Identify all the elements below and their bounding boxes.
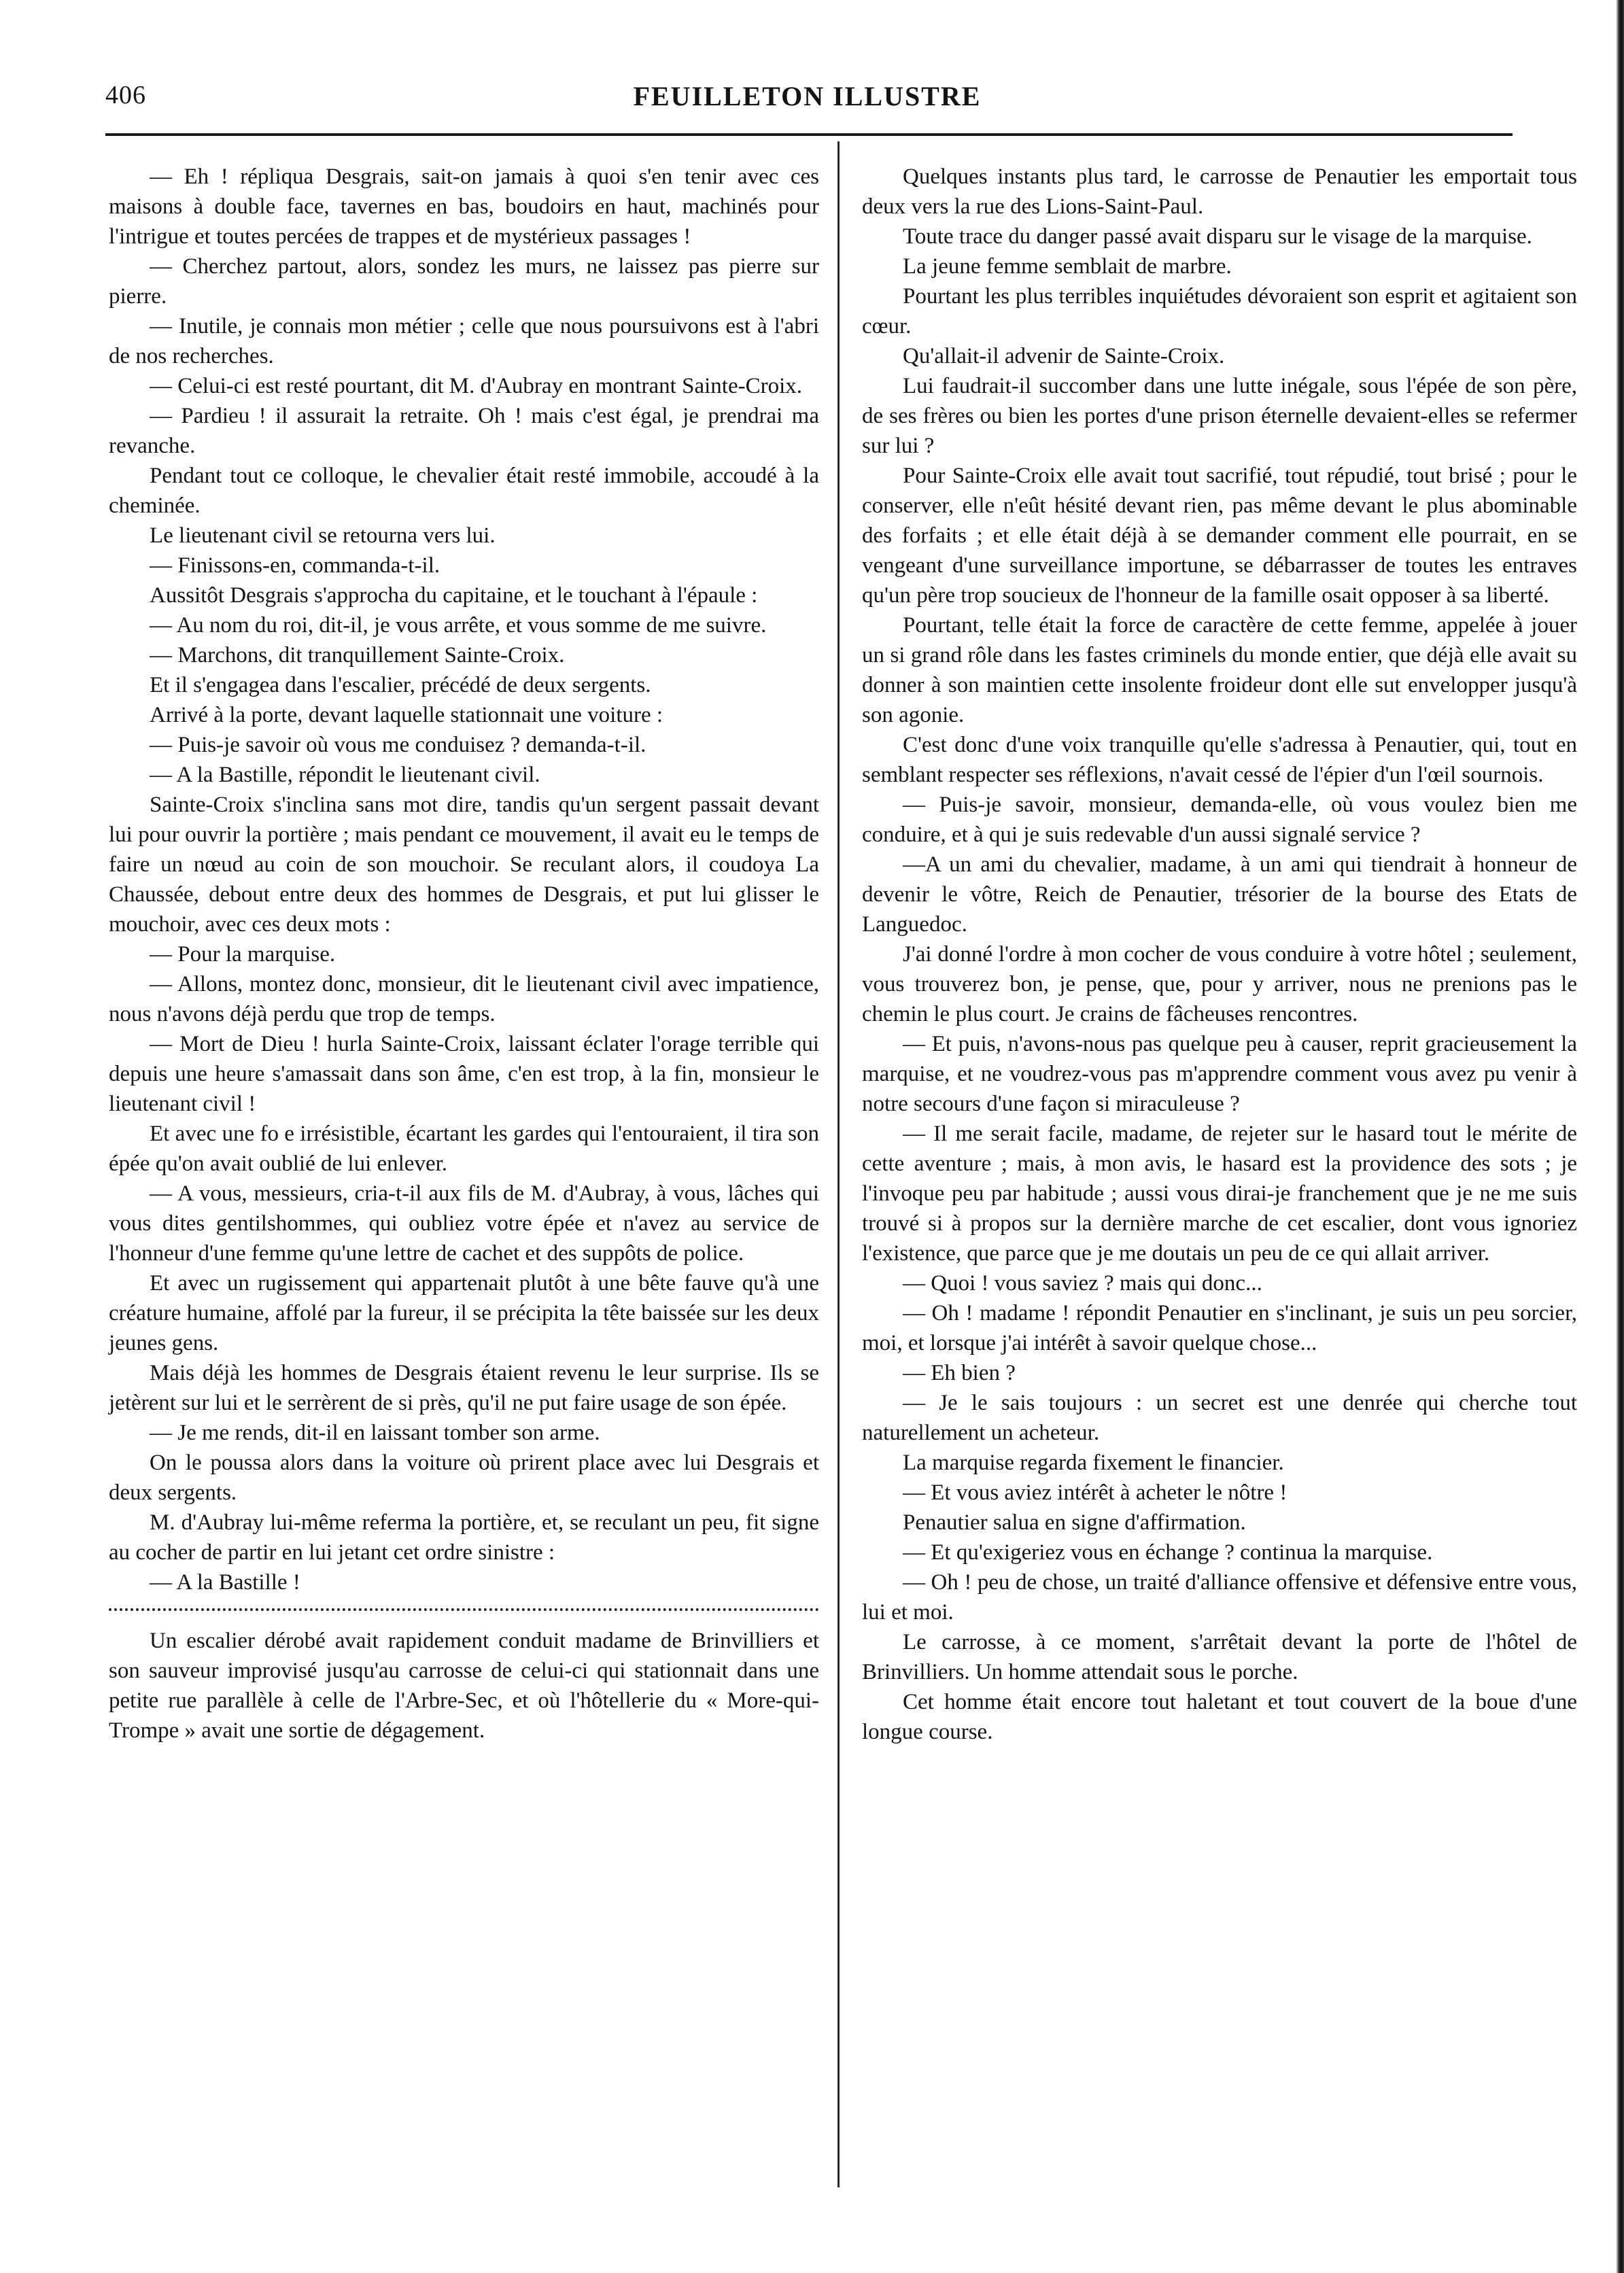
dotted-section-break bbox=[109, 1608, 819, 1611]
paragraph: — Puis-je savoir, monsieur, demanda-elle, où vous voulez bien me conduire, et à qui je suis redevable d'un aussi signalé service ? bbox=[862, 793, 1577, 847]
column-rule bbox=[837, 141, 840, 2187]
paragraph: — Oh ! madame ! répondit Penautier en s'inclinant, je suis un peu sorcier, moi, et lorsque j'ai intérêt à savoir quelque chose... bbox=[862, 1301, 1577, 1355]
paragraph: Sainte-Croix s'inclina sans mot dire, tandis qu'un sergent passait devant lui pour ouvrir la portière ; mais pendant ce mouvement, il avait eu le temps de faire un nœud au coin de son mouchoir. Se reculant alors, il coudoya La Chaussée, debout entre deux des hommes de Desgrais, et put lui glisser le mouchoir, avec ces deux mots : bbox=[109, 793, 819, 937]
paragraph: On le poussa alors dans la voiture où prirent place avec lui Desgrais et deux sergents. bbox=[109, 1451, 819, 1505]
running-header bbox=[105, 80, 1509, 121]
paragraph: Pour Sainte-Croix elle avait tout sacrifié, tout répudié, tout brisé ; pour le conserver, elle n'eût hésité devant rien, pas même devant le plus abominable des forfaits ; et elle était déjà à se demander comment elle pourrait, en se vengeant d'une surveillance importune, se débarrasser de toutes les entraves qu'un père trop soucieux de l'honneur de la famille osait opposer à sa liberté. bbox=[862, 464, 1577, 608]
paragraph: La jeune femme semblait de marbre. bbox=[903, 254, 1232, 279]
paragraph: Pendant tout ce colloque, le chevalier était resté immobile, accoudé à la cheminée. bbox=[109, 464, 819, 518]
paragraph: Un escalier dérobé avait rapidement conduit madame de Brinvilliers et son sauveur improvisé jusqu'au carrosse de celui-ci qui stationnait dans une petite rue parallèle à celle de l'Arbre-Sec, et où l'hôtellerie du « More-qui-Trompe » avait une sortie de dégagement. bbox=[109, 1629, 819, 1743]
paragraph: — Pour la marquise. bbox=[150, 942, 336, 967]
paragraph: — Cherchez partout, alors, sondez les murs, ne laissez pas pierre sur pierre. bbox=[109, 254, 819, 309]
paragraph: Pourtant, telle était la force de caractère de cette femme, appelée à jouer un si grand rôle dans les fastes criminels du monde entier, que déjà elle avait su donner à son maintien cette insolente froideur dont elle sut envelopper jusqu'à son agonie. bbox=[862, 613, 1577, 727]
paragraph: — Il me serait facile, madame, de rejeter sur le hasard tout le mérite de cette aventure ; mais, à mon avis, le hasard est la providence des sots ; je l'invoque peu par habitude ; aussi vous dirai-je franchement que je ne me suis trouvé si à propos sur la dernière marche de cet escalier, dont vous ignoriez l'existence, que parce que je me doutais un peu de ce qui allait arriver. bbox=[862, 1122, 1577, 1266]
paragraph: — Celui-ci est resté pourtant, dit M. d'Aubray en montrant Sainte-Croix. bbox=[150, 374, 802, 398]
running-title: FEUILLETON ILLUSTRE bbox=[633, 81, 982, 111]
paragraph: — Eh ! répliqua Desgrais, sait-on jamais à quoi s'en tenir avec ces maisons à double face, tavernes en bas, boudoirs en haut, machinés pour l'intrigue et toutes percées de trappes et de mystérieux passages ! bbox=[109, 164, 819, 249]
paragraph: — A la Bastille ! bbox=[150, 1570, 300, 1595]
paragraph: — Finissons-en, commanda-t-il. bbox=[150, 553, 440, 578]
paragraph: —A un ami du chevalier, madame, à un ami qui tiendrait à honneur de devenir le vôtre, Reich de Penautier, trésorier de la bourse des Etats de Languedoc. bbox=[862, 852, 1577, 937]
right-column-text bbox=[862, 162, 1577, 1747]
paragraph: Cet homme était encore tout haletant et tout couvert de la boue d'une longue course. bbox=[862, 1690, 1577, 1744]
paragraph: — A vous, messieurs, cria-t-il aux fils de M. d'Aubray, à vous, lâches qui vous dites gentilshommes, qui oubliez votre épée et n'avez au service de l'honneur d'une femme qu'une lettre de cachet et des suppôts de police. bbox=[109, 1181, 819, 1266]
page-number: 406 bbox=[105, 81, 146, 109]
paragraph: — Eh bien ? bbox=[903, 1361, 1016, 1385]
paragraph: — Allons, montez donc, monsieur, dit le lieutenant civil avec impatience, nous n'avons déjà perdu que trop de temps. bbox=[109, 972, 819, 1026]
paragraph: — Et puis, n'avons-nous pas quelque peu à causer, reprit gracieusement la marquise, et ne voudrez-vous pas m'apprendre comment vous avez pu venir à notre secours d'une façon si miraculeuse ? bbox=[862, 1032, 1577, 1116]
left-column-text bbox=[109, 162, 819, 1597]
paragraph: — Au nom du roi, dit-il, je vous arrête, et vous somme de me suivre. bbox=[150, 613, 767, 638]
paragraph: Lui faudrait-il succomber dans une lutte inégale, sous l'épée de son père, de ses frères ou bien les portes d'une prison éternelle devaient-elles se refermer sur lui ? bbox=[862, 374, 1577, 458]
paragraph: Toute trace du danger passé avait disparu sur le visage de la marquise. bbox=[903, 224, 1532, 249]
paragraph: Et avec un rugissement qui appartenait plutôt à une bête fauve qu'à une créature humaine, affolé par la fureur, il se précipita la tête baissée sur les deux jeunes gens. bbox=[109, 1271, 819, 1355]
paragraph: — Quoi ! vous saviez ? mais qui donc... bbox=[903, 1271, 1262, 1296]
paragraph: La marquise regarda fixement le financier. bbox=[903, 1451, 1284, 1475]
header-rule bbox=[105, 133, 1513, 136]
paragraph: — Puis-je savoir où vous me conduisez ? demanda-t-il. bbox=[150, 733, 646, 757]
paragraph: M. d'Aubray lui-même referma la portière, et, se reculant un peu, fit signe au cocher de partir en lui jetant cet ordre sinistre : bbox=[109, 1510, 819, 1565]
paragraph: — Oh ! peu de chose, un traité d'alliance offensive et défensive entre vous, lui et moi. bbox=[862, 1570, 1577, 1625]
paragraph: Et avec une fo e irrésistible, écartant les gardes qui l'entouraient, il tira son épée qu'on avait oublié de lui enlever. bbox=[109, 1122, 819, 1176]
paragraph: C'est donc d'une voix tranquille qu'elle s'adressa à Penautier, qui, tout en semblant respecter ses réflexions, n'avait cessé de l'épier d'un l'œil sournois. bbox=[862, 733, 1577, 787]
paragraph: Pourtant les plus terribles inquiétudes dévoraient son esprit et agitaient son cœur. bbox=[862, 284, 1577, 339]
paragraph: — Marchons, dit tranquillement Sainte-Croix. bbox=[150, 643, 565, 667]
left-column bbox=[109, 162, 819, 1746]
paragraph: Arrivé à la porte, devant laquelle stationnait une voiture : bbox=[150, 703, 663, 727]
right-column bbox=[862, 162, 1577, 1747]
page-edge-shadow bbox=[1616, 0, 1624, 2273]
paragraph: — Et qu'exigeriez vous en échange ? continua la marquise. bbox=[903, 1540, 1433, 1565]
paragraph: — Mort de Dieu ! hurla Sainte-Croix, laissant éclater l'orage terrible qui depuis une heure s'amassait dans son âme, c'en est trop, à la fin, monsieur le lieutenant civil ! bbox=[109, 1032, 819, 1116]
paragraph: Mais déjà les hommes de Desgrais étaient revenu le leur surprise. Ils se jetèrent sur lui et le serrèrent de si près, qu'il ne put faire usage de son épée. bbox=[109, 1361, 819, 1415]
paragraph: — Inutile, je connais mon métier ; celle que nous poursuivons est à l'abri de nos recherches. bbox=[109, 314, 819, 368]
paragraph: — Je le sais toujours : un secret est une denrée qui cherche tout naturellement un acheteur. bbox=[862, 1391, 1577, 1445]
paragraph: Et il s'engagea dans l'escalier, précédé de deux sergents. bbox=[150, 673, 651, 697]
paragraph: Penautier salua en signe d'affirmation. bbox=[903, 1510, 1246, 1535]
paragraph: — Je me rends, dit-il en laissant tomber son arme. bbox=[150, 1421, 600, 1445]
paragraph: Aussitôt Desgrais s'approcha du capitaine, et le touchant à l'épaule : bbox=[150, 583, 758, 608]
paragraph: J'ai donné l'ordre à mon cocher de vous conduire à votre hôtel ; seulement, vous trouverez bon, je pense, que, pour y arriver, nous ne prenions pas le chemin le plus court. Je crains de fâcheuses rencontres. bbox=[862, 942, 1577, 1026]
paragraph: Qu'allait-il advenir de Sainte-Croix. bbox=[903, 344, 1225, 368]
paragraph: — A la Bastille, répondit le lieutenant civil. bbox=[150, 763, 540, 787]
paragraph: Quelques instants plus tard, le carrosse de Penautier les emportait tous deux vers la rue des Lions-Saint-Paul. bbox=[862, 164, 1577, 219]
paragraph: — Pardieu ! il assurait la retraite. Oh ! mais c'est égal, je prendrai ma revanche. bbox=[109, 404, 819, 458]
left-column-continuation bbox=[109, 1626, 819, 1746]
paragraph: — Et vous aviez intérêt à acheter le nôtre ! bbox=[903, 1480, 1288, 1505]
paragraph: Le carrosse, à ce moment, s'arrêtait devant la porte de l'hôtel de Brinvilliers. Un homme attendait sous le porche. bbox=[862, 1630, 1577, 1684]
paragraph: Le lieutenant civil se retourna vers lui. bbox=[150, 523, 496, 548]
